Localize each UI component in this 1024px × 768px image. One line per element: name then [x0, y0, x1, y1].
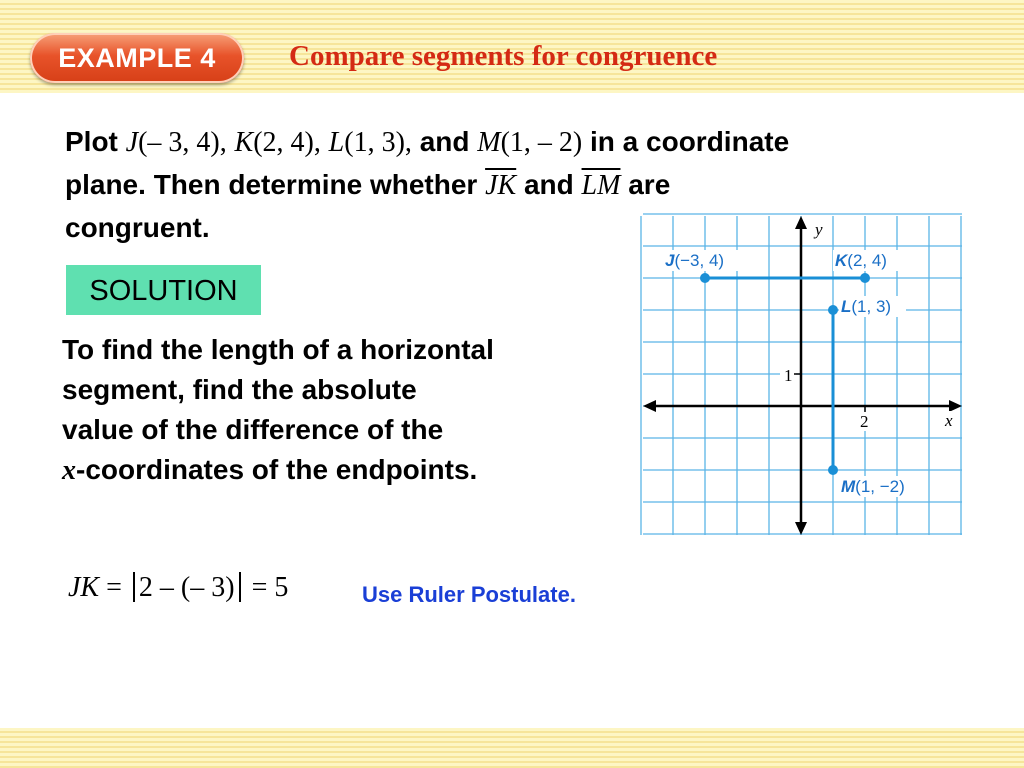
explain-line-1: To find the length of a horizontal	[62, 334, 494, 365]
x-variable: x	[62, 455, 76, 486]
point-m-text: M(1, – 2)	[477, 127, 583, 158]
equation-result: = 5	[251, 572, 289, 603]
line2-start: plane. Then determine whether	[65, 169, 478, 200]
segment-lm: $\overline{LM}$	[581, 170, 621, 201]
explain-line-2: segment, find the absolute	[62, 374, 417, 405]
coordinate-graph	[640, 213, 965, 538]
page-title: Compare segments for congruence	[289, 40, 718, 72]
point-label-j: J(−3, 4)	[665, 251, 725, 270]
point-j	[700, 273, 710, 283]
point-m	[828, 465, 838, 475]
point-j-text: J(– 3, 4),	[125, 127, 227, 158]
x-axis-label: x	[945, 411, 953, 430]
point-l-text: L(1, 3),	[328, 127, 412, 158]
and-word: and	[419, 126, 470, 157]
equation-inside: 2 – (– 3)	[138, 572, 235, 603]
equation	[68, 572, 288, 604]
are-word: are	[628, 169, 671, 200]
solution-label: SOLUTION	[66, 265, 261, 315]
explain-line-4: -coordinates of the endpoints.	[76, 454, 478, 485]
y-axis-up-arrow	[795, 216, 807, 229]
point-label-l: L(1, 3)	[841, 297, 892, 316]
x-axis-left-arrow	[643, 400, 656, 412]
equation-lhs: JK	[68, 572, 100, 603]
footer-band	[0, 728, 1024, 768]
explain-line-3: value of the difference of the	[62, 414, 444, 445]
y-axis-down-arrow	[795, 522, 807, 535]
example-badge: EXAMPLE 4	[30, 33, 244, 83]
point-k	[860, 273, 870, 283]
point-label-m: M(1, −2)	[841, 477, 905, 496]
abs-bar-right	[239, 572, 241, 602]
point-label-k: K(2, 4)	[835, 251, 887, 270]
equation-equals: =	[106, 572, 122, 603]
tick-label-1: 1	[784, 366, 793, 385]
line3: congruent.	[65, 212, 210, 243]
plot-word: Plot	[65, 126, 118, 157]
and-word-2: and	[523, 169, 574, 200]
abs-bar-left	[133, 572, 135, 602]
point-l	[828, 305, 838, 315]
explanation	[62, 330, 622, 491]
segment-jk: $\overline{JK}$	[485, 170, 517, 201]
tick-label-2: 2	[860, 412, 869, 431]
line1-end: in a coordinate	[590, 126, 790, 157]
ruler-postulate-note: Use Ruler Postulate.	[362, 582, 576, 607]
point-k-text: K(2, 4),	[234, 127, 321, 158]
y-axis-label: y	[815, 220, 823, 239]
